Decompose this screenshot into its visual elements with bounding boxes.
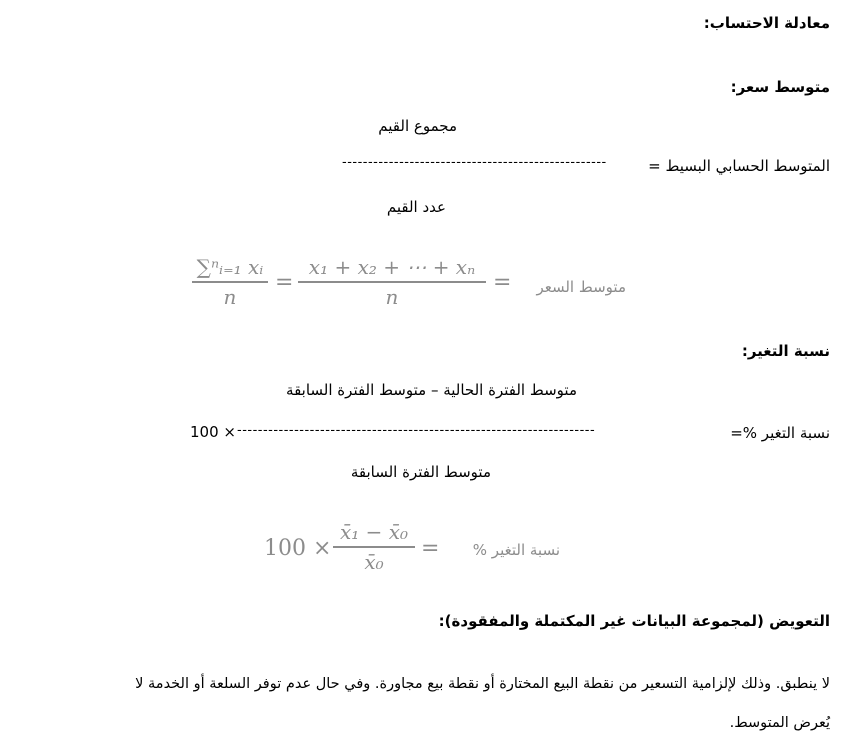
avg-numerator-text: مجموع القيم [378,117,457,135]
sum-numerator: ∑ⁿᵢ₌₁ xᵢ [196,255,264,279]
change-fraction [333,520,415,574]
sum-fraction [192,255,268,309]
change-dash-line: --------------------------------------------------------------------- [237,423,596,438]
change-numerator: x̄₁ − x̄₀ [339,520,409,544]
avg-formula-eq-1: = [275,270,294,295]
expanded-fraction-bar [298,281,486,283]
sum-fraction-bar [192,281,268,283]
change-fraction-bar [333,546,415,548]
change-label-text: نسبة التغير %= [730,424,830,442]
change-multiplier-text: 100 × [190,423,236,441]
expanded-denominator: n [385,284,399,309]
avg-denominator-text: عدد القيم [386,198,446,216]
change-formula-label: نسبة التغير % [472,541,560,559]
substitution-line-2: يُعرض المتوسط. [729,715,830,731]
change-formula-eq: = [421,536,440,561]
expanded-fraction [298,255,486,309]
heading-calculation: معادلة الاحتساب: [703,14,830,32]
heading-change-ratio: نسبة التغير: [741,342,830,360]
change-formula-mult: 100 × [264,536,332,561]
change-numerator-text: متوسط الفترة الحالية – متوسط الفترة السابقة [286,381,577,399]
avg-formula-label: متوسط السعر [536,278,626,296]
sum-denominator: n [223,284,237,309]
heading-average-price: متوسط سعر: [730,78,830,96]
change-denominator: x̄₀ [364,549,384,574]
avg-formula-eq-2: = [493,270,512,295]
heading-substitution: التعويض (لمجموعة البيانات غير المكتملة والمفقودة): [438,612,830,630]
avg-label-text: المتوسط الحسابي البسيط = [648,157,830,175]
expanded-numerator: x₁ + x₂ + ⋯ + xₙ [308,255,476,279]
avg-dash-line: --------------------------------------------------- [342,155,607,170]
substitution-line-1: لا ينطبق. وذلك لإلزامية التسعير من نقطة البيع المختارة أو نقطة بيع مجاورة. وفي حال عدم توفر السلعة أو الخدمة لا [135,676,830,692]
change-denominator-text: متوسط الفترة السابقة [350,463,491,481]
